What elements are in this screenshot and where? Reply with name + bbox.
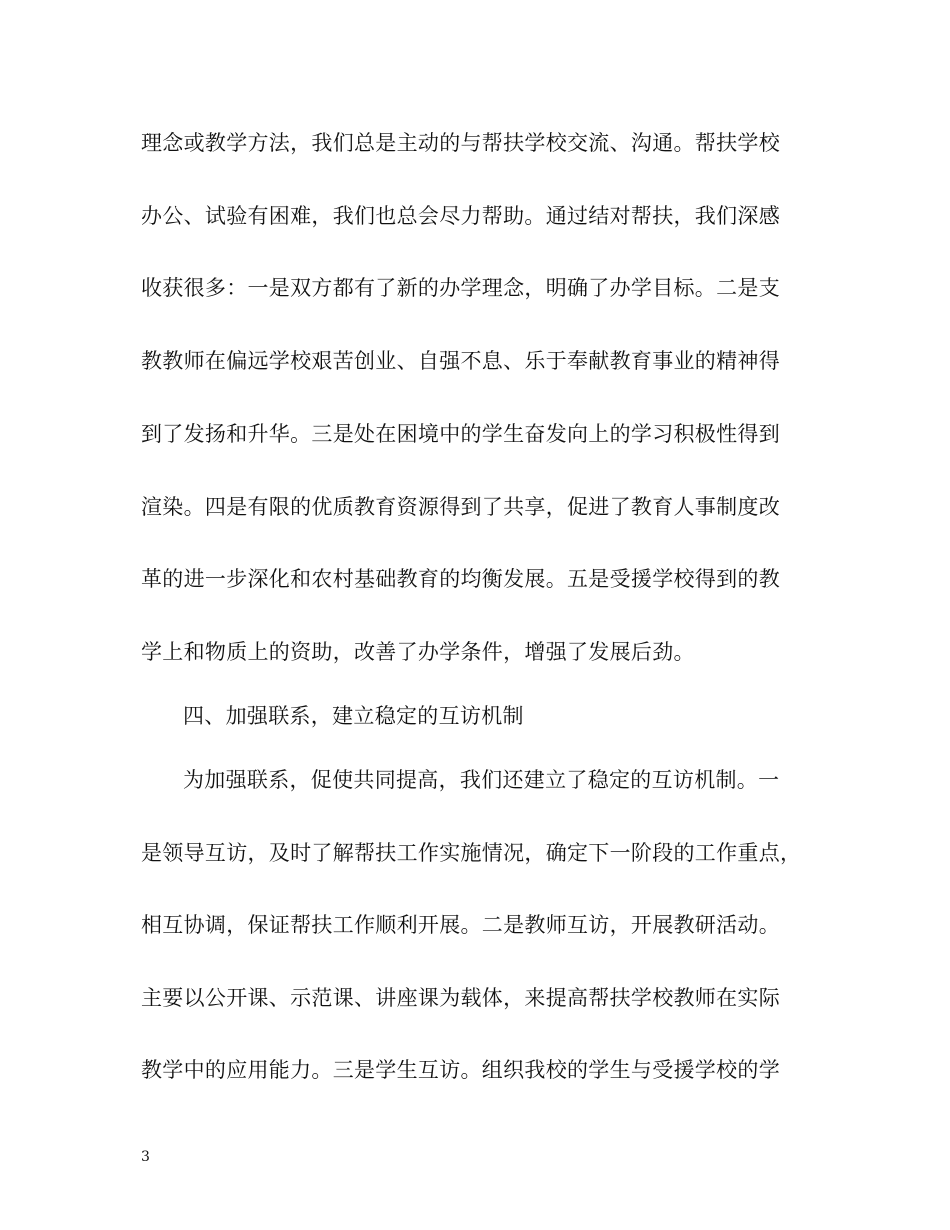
body-line: 渲染。四是有限的优质教育资源得到了共享，促进了教育人事制度改	[141, 495, 780, 519]
body-line: 到了发扬和升华。三是处在困境中的学生奋发向上的学习积极性得到	[141, 422, 780, 446]
body-line: 革的进一步深化和农村基础教育的均衡发展。五是受援学校得到的教	[141, 567, 780, 591]
body-line: 相互协调，保证帮扶工作顺利开展。二是教师互访，开展教研活动。	[141, 913, 780, 937]
body-line: 理念或教学方法，我们总是主动的与帮扶学校交流、沟通。帮扶学校	[141, 131, 780, 155]
page-number: 3	[141, 1149, 150, 1165]
body-line: 教教师在偏远学校艰苦创业、自强不息、乐于奉献教育事业的精神得	[141, 349, 780, 373]
body-line: 为加强联系，促使共同提高，我们还建立了稳定的互访机制。一	[183, 768, 780, 792]
body-line: 收获很多：一是双方都有了新的办学理念，明确了办学目标。二是支	[141, 276, 780, 300]
body-line: 教学中的应用能力。三是学生互访。组织我校的学生与受援学校的学	[141, 1058, 780, 1082]
body-line: 是领导互访，及时了解帮扶工作实施情况，确定下一阶段的工作重点，	[141, 841, 802, 865]
body-line: 主要以公开课、示范课、讲座课为载体，来提高帮扶学校教师在实际	[141, 986, 780, 1010]
body-line: 学上和物质上的资助，改善了办学条件，增强了发展后劲。	[141, 640, 695, 664]
body-line: 办公、试验有困难，我们也总会尽力帮助。通过结对帮扶，我们深感	[141, 204, 780, 228]
section-heading: 四、加强联系，建立稳定的互访机制	[183, 704, 524, 728]
